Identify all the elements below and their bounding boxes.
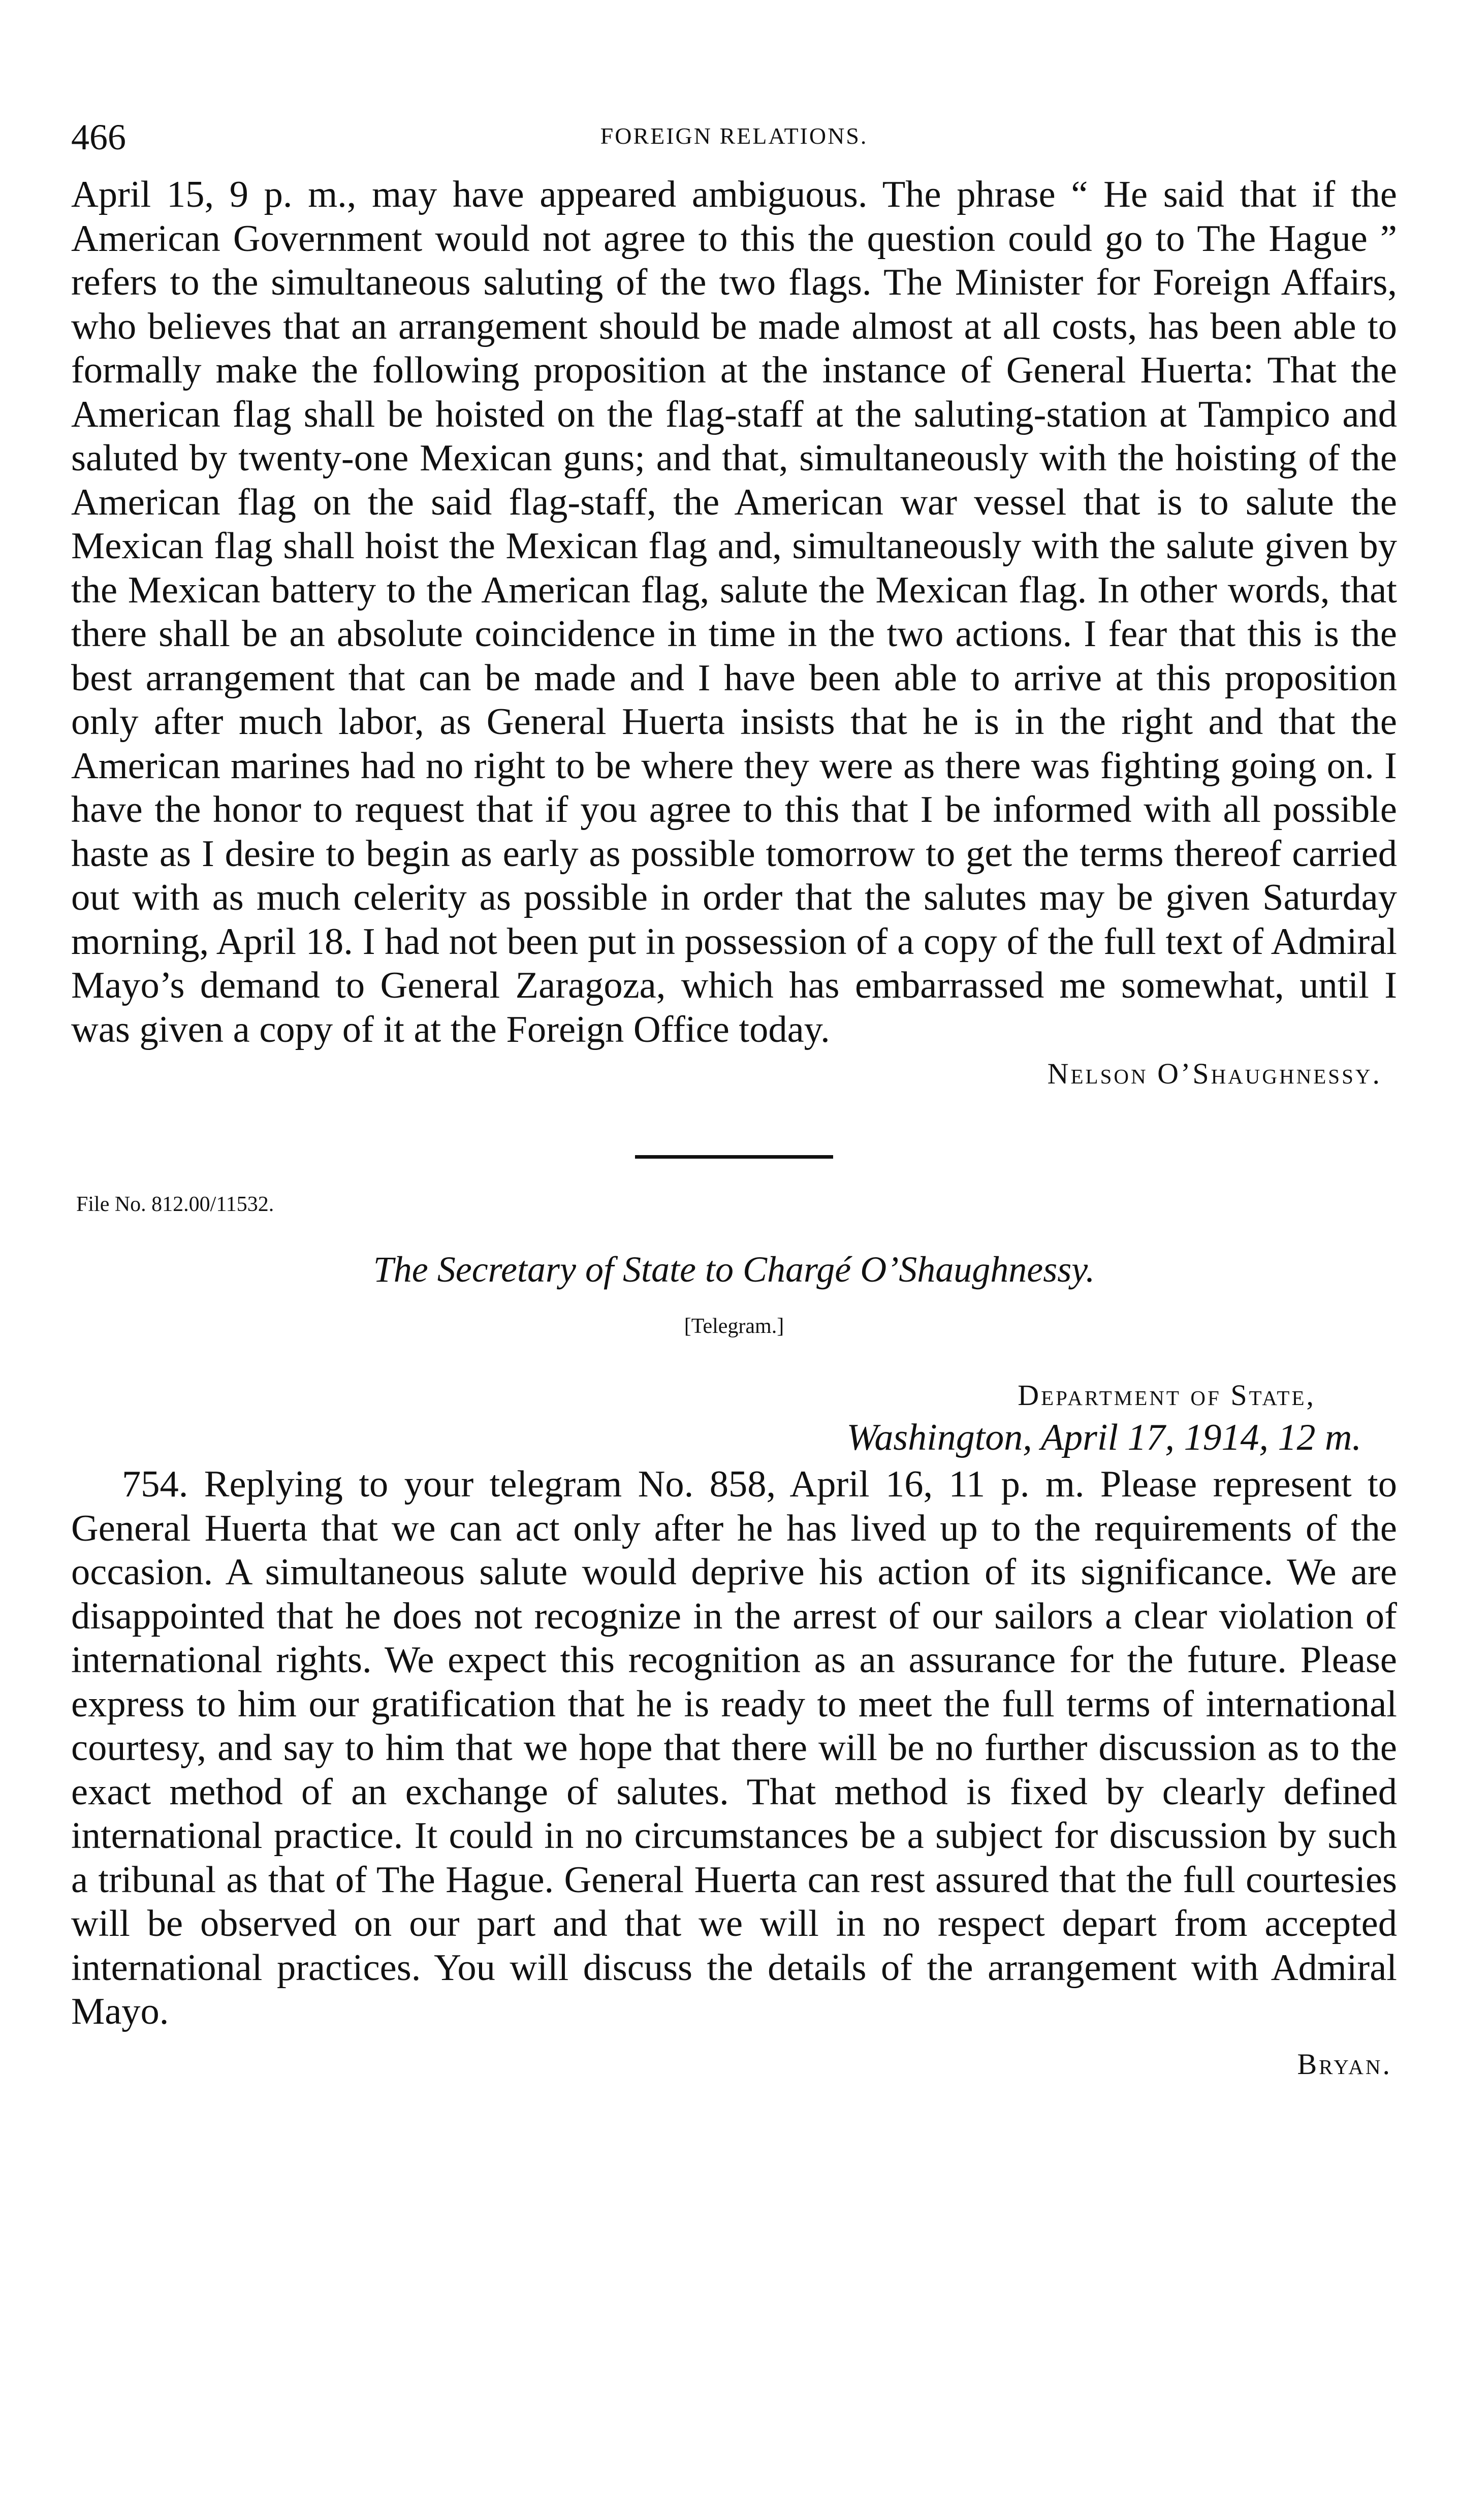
- telegram-body: 754. Replying to your telegram No. 858, April 16, 11 p. m. Please represent to General Huerta that we can act only after he has lived up to the requirements of the occasion. A simultaneous salute would deprive his action of its significance. We are disappointed that he does not recognize in the arrest of our sailors a clear violation of international rights. We expect this recognition as an assurance for the future. Please express to him our gratification that he is ready to meet the full terms of international courtesy, and say to him that we hope that there will be no further discussion as to the exact method of an exchange of salutes. That method is fixed by clearly defined international practice. It could in no circumstances be a subject for discussion by such a tribunal as that of The Hague. General Huerta can rest assured that the full courtesies will be observed on our part and that we will in no respect depart from accepted international practices. You will discuss the details of the arrangement with Admiral Mayo.: [71, 1463, 1397, 2032]
- page-number: 466: [71, 117, 126, 157]
- document-page: [71, 117, 1397, 2085]
- telegram-body-continued: April 15, 9 p. m., may have appeared ambiguous. The phrase “ He said that if the American Government would not agree to this the question could go to The Hague ” refers to the simultaneous saluting of the two flags. The Minister for Foreign Affairs, who believes that an arrangement should be made almost at all costs, has been able to formally make the following proposition at the instance of General Huerta: That the American flag shall be hoisted on the flag-staff at the saluting-station at Tampico and saluted by twenty-one Mexican guns; and that, simultaneously with the hoisting of the American flag on the said flag-staff, the American war vessel that is to salute the Mexican flag shall hoist the Mexican flag and, simultaneously with the salute given by the Mexican battery to the American flag, salute the Mexican flag. In other words, that there shall be an absolute coincidence in time in the two actions. I fear that this is the best arrangement that can be made and I have been able to arrive at this proposition only after much labor, as General Huerta insists that he is in the right and that the American marines had no right to be where they were as there was fighting going on. I have the honor to request that if you agree to this that I be informed with all possible haste as I desire to begin as early as possible tomorrow to get the terms thereof carried out with as much celerity as possible in order that the salutes may be given Saturday morning, April 18. I had not been put in possession of a copy of the full text of Admiral Mayo’s demand to General Zaragoza, which has embarrassed me somewhat, until I was given a copy of it at the Foreign Office today.: [71, 174, 1397, 1050]
- department-heading: Department of State,: [1018, 1379, 1316, 1412]
- running-title: FOREIGN RELATIONS.: [600, 123, 868, 149]
- document-title: The Secretary of State to Chargé O’Shaughnessy.: [373, 1249, 1095, 1290]
- telegram-label: [Telegram.]: [684, 1315, 784, 1338]
- signature-bryan: Bryan.: [1297, 2047, 1392, 2081]
- file-number: File No. 812.00/11532.: [76, 1193, 274, 1216]
- section-divider: [635, 1155, 833, 1159]
- signature-oshaughnessy: Nelson O’Shaughnessy.: [1047, 1057, 1382, 1090]
- page-header: [71, 117, 1397, 173]
- dateline: Washington, April 17, 1914, 12 m.: [846, 1417, 1361, 1458]
